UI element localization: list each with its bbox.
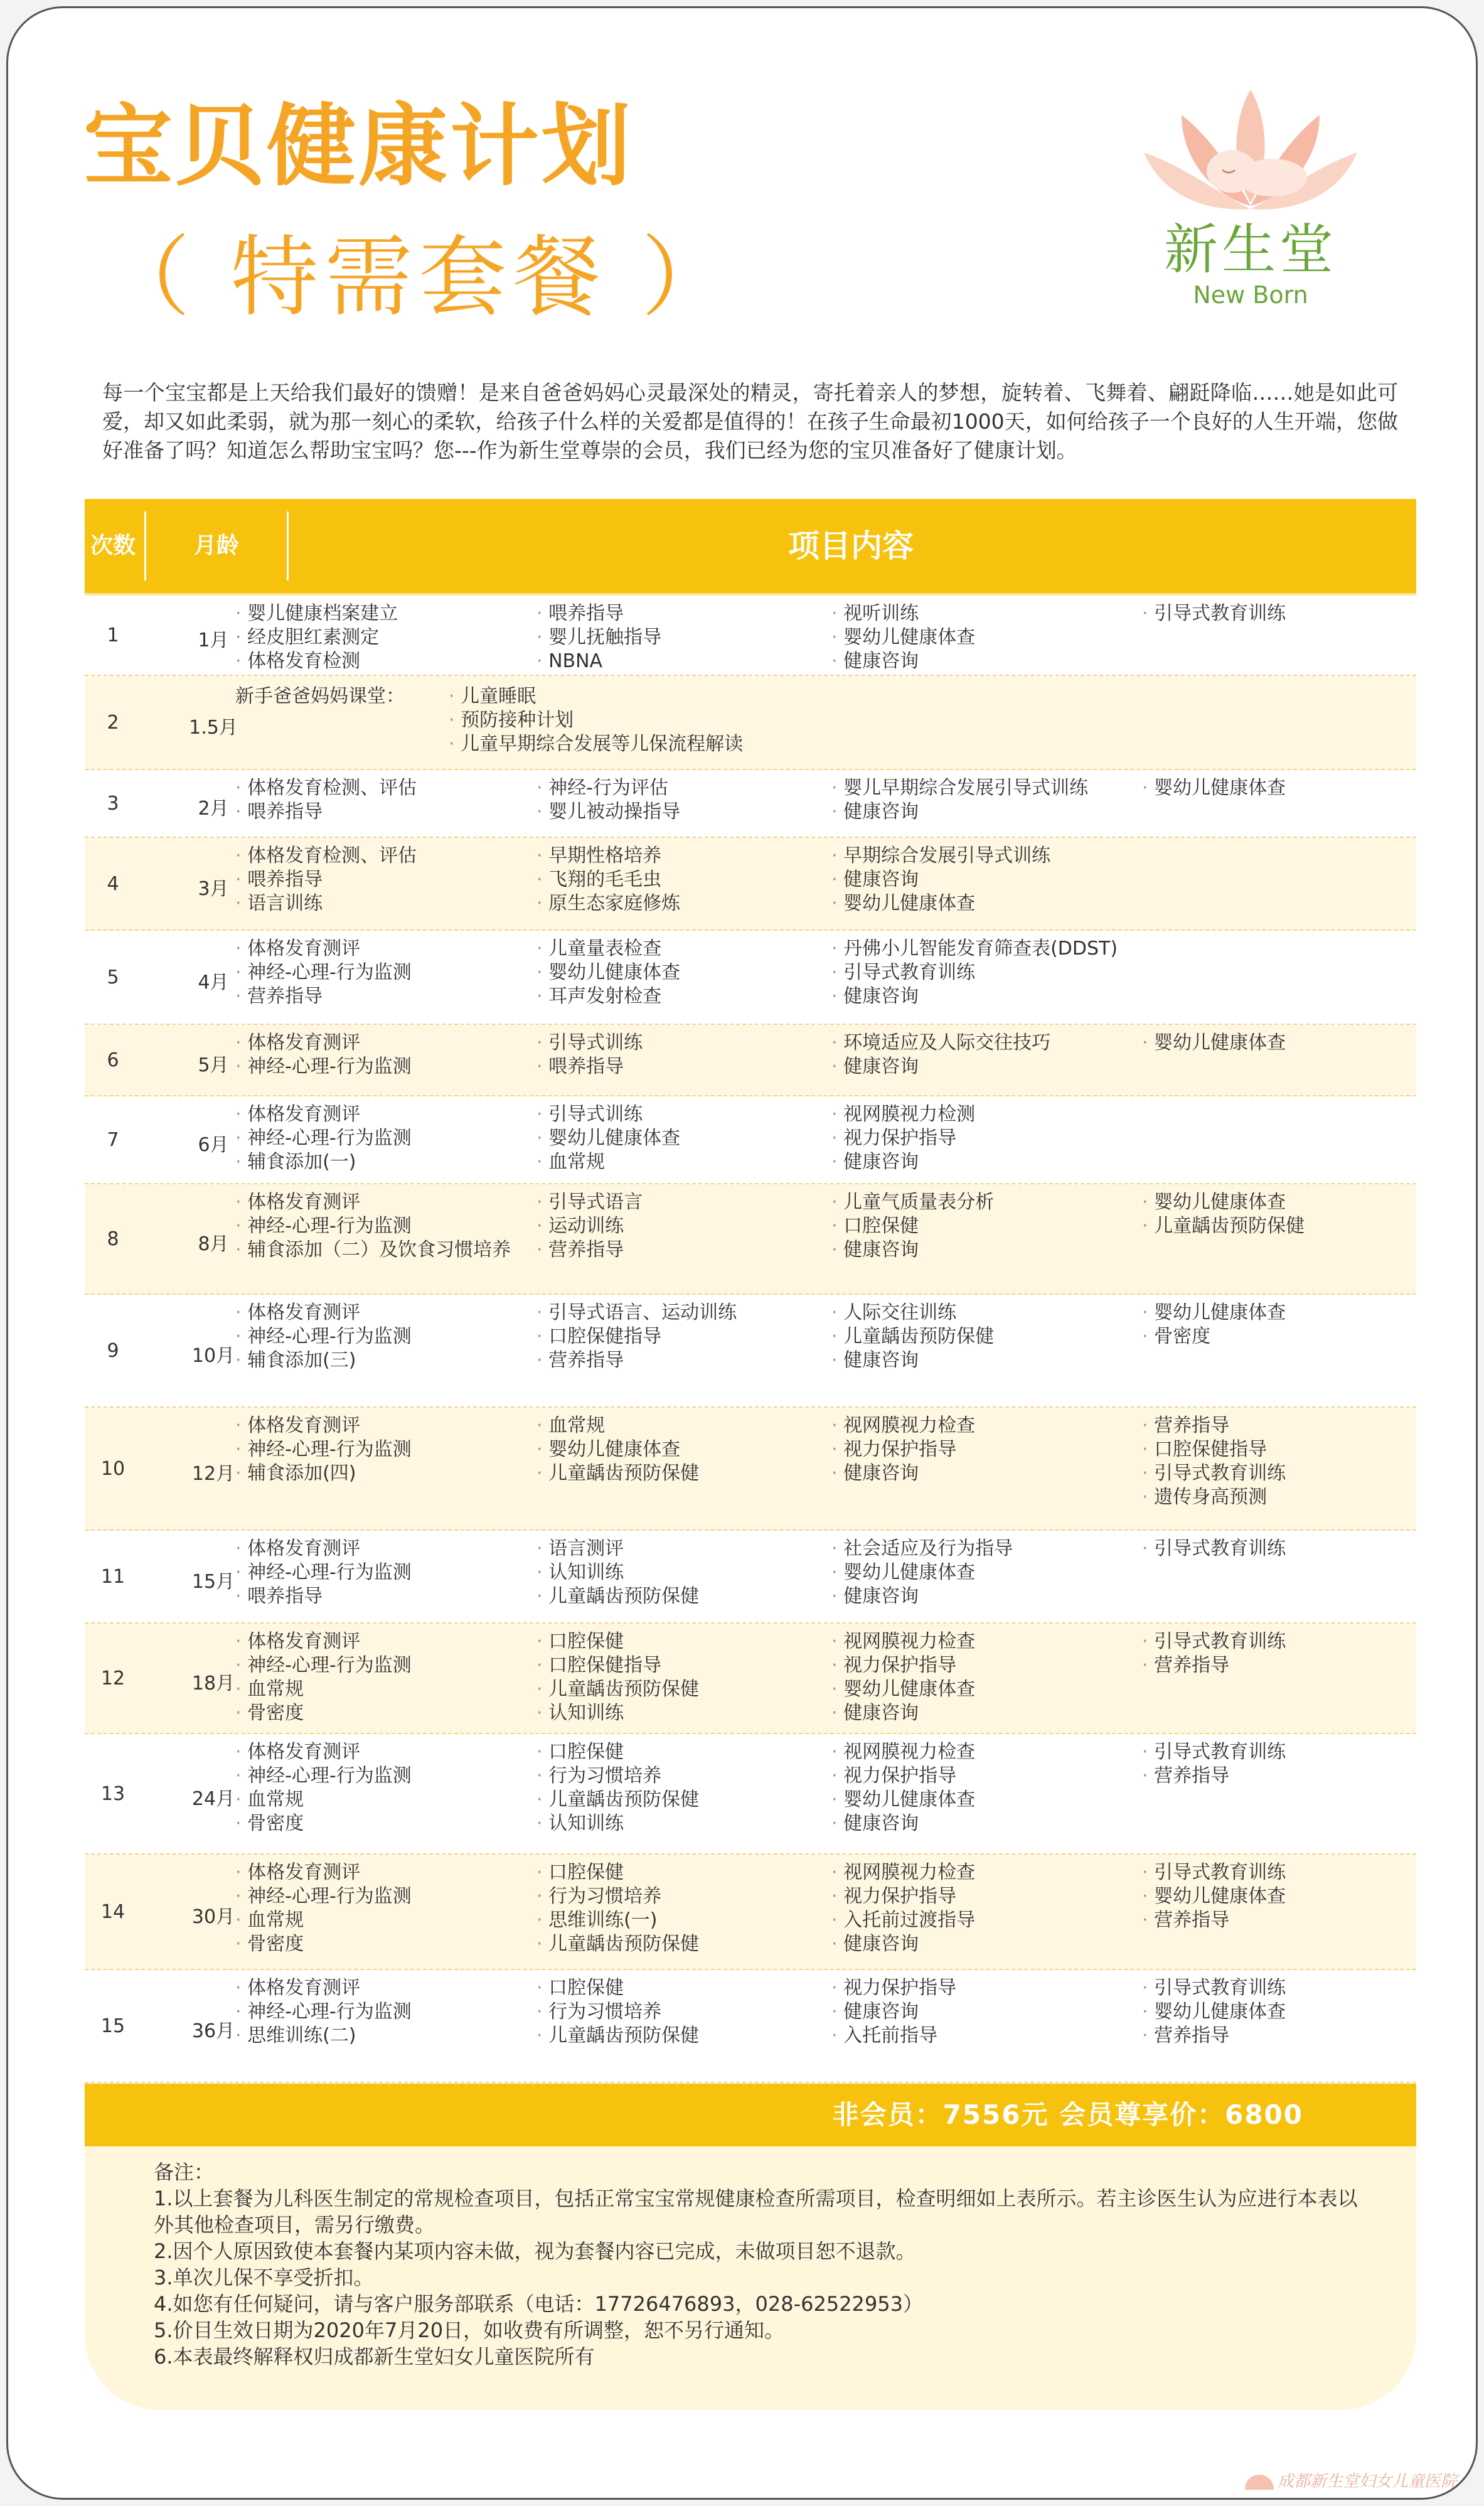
row-items-col-4 xyxy=(1142,1630,1286,1678)
item-text: · 健康咨询 xyxy=(831,650,975,673)
row-items-col-4 xyxy=(1142,1301,1286,1349)
item-text: · 社会适应及行为指导 xyxy=(831,1537,1013,1561)
item-text: · 视网膜视力检查 xyxy=(831,1740,975,1764)
row-items-col-3 xyxy=(831,1191,994,1262)
row-items-col-1 xyxy=(235,1191,511,1262)
row-month: 6月 xyxy=(198,1134,229,1156)
item-text: · 儿童龋齿预防保健 xyxy=(536,1788,699,1812)
item-text: · 神经-心理-行为监测 xyxy=(235,1885,412,1909)
table-row xyxy=(85,838,1416,931)
table-row xyxy=(85,770,1416,838)
item-text: · 视网膜视力检测 xyxy=(831,1103,975,1127)
row-items-col-2 xyxy=(536,602,661,673)
item-text: · 婴幼儿健康体查 xyxy=(536,1438,699,1462)
item-text: · 儿童气质量表分析 xyxy=(831,1191,994,1214)
page-title: 宝贝健康计划 xyxy=(83,95,633,198)
item-text: · 神经-心理-行为监测 xyxy=(235,1654,412,1678)
item-text: · 体格发育测评 xyxy=(235,1103,412,1127)
row-items-col-4 xyxy=(1142,776,1286,800)
item-text: · 营养指导 xyxy=(1142,1654,1286,1678)
row-month: 30月 xyxy=(191,1906,235,1928)
item-text: · 婴幼儿健康体查 xyxy=(831,1561,1013,1585)
row-items-col-1 xyxy=(235,1740,412,1836)
row-items-col-3 xyxy=(831,937,1118,1009)
item-text: · 入托前过渡指导 xyxy=(831,1909,975,1932)
row-items-col-2 xyxy=(536,1191,643,1262)
row-items-col-3 xyxy=(831,844,1050,916)
item-text: · 神经-心理-行为监测 xyxy=(235,1325,412,1349)
item-text: · 引导式教育训练 xyxy=(1142,1861,1286,1885)
row-month: 36月 xyxy=(191,2020,235,2042)
row-items-col-1 xyxy=(235,776,417,824)
row-month: 24月 xyxy=(191,1788,235,1810)
item-text: · 神经-行为评估 xyxy=(536,776,680,800)
header-month-age: 月龄 xyxy=(193,533,239,559)
item-text: · 营养指导 xyxy=(536,1349,737,1373)
row-month: 15月 xyxy=(191,1571,235,1593)
item-text: · 婴儿抚触指导 xyxy=(536,626,661,650)
item-text: · 婴儿被动操指导 xyxy=(536,800,680,824)
item-text: · 儿童睡眠 xyxy=(449,685,743,709)
row-items-col-2 xyxy=(536,937,680,1009)
item-text: · 血常规 xyxy=(536,1150,680,1174)
item-text: · 丹佛小儿智能发育筛查表(DDST) xyxy=(831,937,1118,961)
item-text: · 引导式语言、运动训练 xyxy=(536,1301,737,1325)
item-text: · 引导式教育训练 xyxy=(1142,1976,1286,2000)
item-text: · 体格发育检测、评估 xyxy=(235,844,417,868)
item-text: · 血常规 xyxy=(536,1414,699,1438)
table-row xyxy=(85,1096,1416,1184)
item-text: · 经皮胆红素测定 xyxy=(235,626,398,650)
table-body xyxy=(85,596,1416,2083)
item-text: · 原生态家庭修炼 xyxy=(536,892,680,916)
item-text: · 体格发育测评 xyxy=(235,1630,412,1654)
item-text: · 口腔保健指导 xyxy=(536,1654,699,1678)
item-text: · 健康咨询 xyxy=(831,1150,975,1174)
item-text: · 健康咨询 xyxy=(831,1462,975,1486)
item-text: · 婴儿早期综合发展引导式训练 xyxy=(831,776,1088,800)
row-items-col-4 xyxy=(1142,1861,1286,1932)
item-text: · 儿童龋齿预防保健 xyxy=(536,1678,699,1701)
row-items-col-4 xyxy=(1142,1414,1286,1509)
intro-paragraph: 每一个宝宝都是上天给我们最好的馈赠！是来自爸爸妈妈心灵最深处的精灵，寄托着亲人的梦想，旋转着、飞舞着、翩跹降临……她是如此可爱，却又如此柔弱，就为那一刻心的柔软，给孩子什么样的关爱都是值得的！在孩子生命最初1000天，如何给孩子一个良好的人生开端，您做好准备了吗？知道怎么帮助宝宝吗？您---作为新生堂尊崇的会员，我们已经为您的宝贝准备好了健康计划。 xyxy=(102,380,1398,463)
row-items-col-2 xyxy=(536,1414,699,1486)
table-row xyxy=(85,931,1416,1025)
item-text: · 体格发育测评 xyxy=(235,937,412,961)
row-count: 2 xyxy=(107,712,119,734)
table-row xyxy=(85,1855,1416,1970)
item-text: · 口腔保健指导 xyxy=(536,1325,737,1349)
header-content: 项目内容 xyxy=(788,528,914,564)
row-items-col-3 xyxy=(831,1861,975,1956)
table-row xyxy=(85,596,1416,676)
row-month: 5月 xyxy=(198,1054,229,1076)
item-text: · 环境适应及人际交往技巧 xyxy=(831,1031,1050,1055)
row-items-col-3 xyxy=(831,776,1088,824)
logo xyxy=(1138,77,1364,316)
price-bar xyxy=(85,2084,1416,2146)
row-count: 11 xyxy=(100,1566,125,1588)
item-text: · 引导式教育训练 xyxy=(1142,1537,1286,1561)
row-count: 13 xyxy=(100,1783,125,1805)
logo-english-name: New Born xyxy=(1193,281,1308,309)
item-text: · 健康咨询 xyxy=(831,2000,956,2024)
item-text: · 口腔保健 xyxy=(536,1861,699,1885)
row-items-col-4 xyxy=(1142,1031,1286,1055)
item-text: · 引导式训练 xyxy=(536,1103,680,1127)
item-text: · 体格发育测评 xyxy=(235,1414,412,1438)
row-items-col-2 xyxy=(536,844,680,916)
watermark xyxy=(1245,2468,1457,2492)
row-items-col-4 xyxy=(1142,1537,1286,1561)
row-month: 10月 xyxy=(191,1345,235,1367)
item-text: · 引导式训练 xyxy=(536,1031,643,1055)
item-text: · 口腔保健 xyxy=(536,1976,699,2000)
item-text: · 视网膜视力检查 xyxy=(831,1414,975,1438)
note-item: 4.如您有任何疑问，请与客户服务部联系（电话：17726476893，028-62522953） xyxy=(154,2292,923,2316)
item-text: · 行为习惯培养 xyxy=(536,1885,699,1909)
item-text: · 视力保护指导 xyxy=(831,1976,956,2000)
row-items-col-1 xyxy=(235,1630,412,1725)
page-subtitle: （ 特需套餐 ） xyxy=(102,227,736,329)
row-month: 1.5月 xyxy=(189,717,238,739)
item-text: · 儿童龋齿预防保健 xyxy=(536,2024,699,2048)
item-text: · 婴幼儿健康体查 xyxy=(536,1127,680,1150)
lotus-baby-icon xyxy=(1138,77,1364,228)
row-month: 2月 xyxy=(198,798,229,820)
item-text: · 体格发育测评 xyxy=(235,1031,412,1055)
item-text: · 婴幼儿健康体查 xyxy=(831,1678,975,1701)
item-text: · 婴幼儿健康体查 xyxy=(536,961,680,985)
row-month: 3月 xyxy=(198,878,229,900)
row-items-col-4 xyxy=(1142,1191,1305,1238)
table-row xyxy=(85,676,1416,770)
item-text: · 婴幼儿健康体查 xyxy=(1142,1301,1286,1325)
row-items-col-1 xyxy=(235,937,412,1009)
item-text: · 婴幼儿健康体查 xyxy=(1142,1031,1286,1055)
row-items-col-3 xyxy=(831,1630,975,1725)
row-items-col-2 xyxy=(536,1976,699,2048)
item-text: · 营养指导 xyxy=(1142,1414,1286,1438)
table-row xyxy=(85,1624,1416,1734)
row-count: 8 xyxy=(107,1228,119,1250)
item-text: · 骨密度 xyxy=(235,1701,412,1725)
item-text: · 血常规 xyxy=(235,1788,412,1812)
item-text: · 预防接种计划 xyxy=(449,709,743,732)
table-row xyxy=(85,1734,1416,1855)
item-text: · 健康咨询 xyxy=(831,1585,1013,1609)
item-text: · 引导式语言 xyxy=(536,1191,643,1214)
row-count: 9 xyxy=(107,1340,119,1362)
item-text: · 视网膜视力检查 xyxy=(831,1861,975,1885)
item-text: · 体格发育测评 xyxy=(235,1301,412,1325)
item-text: · 血常规 xyxy=(235,1909,412,1932)
item-text: · 神经-心理-行为监测 xyxy=(235,2000,412,2024)
item-text: · 口腔保健 xyxy=(536,1630,699,1654)
item-text: · 人际交往训练 xyxy=(831,1301,994,1325)
note-item: 3.单次儿保不享受折扣。 xyxy=(154,2266,374,2289)
item-text: · 视听训练 xyxy=(831,602,975,626)
item-text: · 婴幼儿健康体查 xyxy=(1142,776,1286,800)
logo-chinese-name: 新生堂 xyxy=(1164,218,1337,281)
row-items-col-1 xyxy=(235,1031,412,1079)
item-text: · 神经-心理-行为监测 xyxy=(235,1438,412,1462)
item-text: · 语言训练 xyxy=(235,892,417,916)
row-items-col-3 xyxy=(831,1103,975,1174)
item-text: · 婴幼儿健康体查 xyxy=(831,626,975,650)
item-text: · 引导式教育训练 xyxy=(831,961,1118,985)
item-text: · 飞翔的毛毛虫 xyxy=(536,868,680,892)
row-items-col-1 xyxy=(235,844,417,916)
row-items-col-3 xyxy=(831,1976,956,2048)
row-items-col-1 xyxy=(235,1537,412,1609)
row-items-col-2 xyxy=(536,776,680,824)
item-text: · 营养指导 xyxy=(1142,1764,1286,1788)
item-text: · 语言测评 xyxy=(536,1537,699,1561)
item-text: · 口腔保健 xyxy=(831,1214,994,1238)
item-text: · 思维训练(二) xyxy=(235,2024,412,2048)
row-month: 12月 xyxy=(191,1463,235,1485)
item-text: · 营养指导 xyxy=(1142,1909,1286,1932)
item-text: · 思维训练(一) xyxy=(536,1909,699,1932)
row-items-col-1 xyxy=(235,1861,412,1956)
item-text: · 体格发育检测、评估 xyxy=(235,776,417,800)
item-text: · 辅食添加(一) xyxy=(235,1150,412,1174)
item-text: · 喂养指导 xyxy=(235,868,417,892)
item-text: · 行为习惯培养 xyxy=(536,1764,699,1788)
table-row xyxy=(85,1970,1416,2083)
item-text: · 入托前指导 xyxy=(831,2024,956,2048)
row-items-col-1 xyxy=(235,1301,412,1373)
item-text: · 行为习惯培养 xyxy=(536,2000,699,2024)
item-text: · 体格发育测评 xyxy=(235,1861,412,1885)
item-text: · 神经-心理-行为监测 xyxy=(235,1214,511,1238)
item-text: · 辅食添加（二）及饮食习惯培养 xyxy=(235,1238,511,1262)
row-count: 4 xyxy=(107,873,119,895)
item-text: · NBNA xyxy=(536,650,661,673)
row-items-col-3 xyxy=(831,1537,1013,1609)
item-text: · 视力保护指导 xyxy=(831,1885,975,1909)
row-items-col-2 xyxy=(536,1740,699,1836)
row-items-col-2 xyxy=(536,1630,699,1725)
item-text: · 神经-心理-行为监测 xyxy=(235,1561,412,1585)
item-text: · 婴幼儿健康体查 xyxy=(1142,1191,1305,1214)
item-text: · 骨密度 xyxy=(235,1812,412,1836)
row-items-col-4 xyxy=(1142,602,1286,626)
item-text: · 婴幼儿健康体查 xyxy=(831,892,1050,916)
item-text: · 健康咨询 xyxy=(831,868,1050,892)
item-text: · 神经-心理-行为监测 xyxy=(235,1764,412,1788)
row-month: 1月 xyxy=(198,629,229,651)
item-text: · 引导式教育训练 xyxy=(1142,1740,1286,1764)
item-text: · 健康咨询 xyxy=(831,1701,975,1725)
item-text: · 骨密度 xyxy=(235,1932,412,1956)
row-items-col-2 xyxy=(536,1537,699,1609)
row-count: 5 xyxy=(107,967,119,988)
item-text: · 体格发育测评 xyxy=(235,1191,511,1214)
item-text: · 健康咨询 xyxy=(831,1238,994,1262)
item-text: · 口腔保健指导 xyxy=(1142,1438,1286,1462)
item-text: · 儿童龋齿预防保健 xyxy=(536,1932,699,1956)
header-count: 次数 xyxy=(90,533,136,559)
item-text: · 引导式教育训练 xyxy=(1142,602,1286,626)
row-month: 4月 xyxy=(198,972,229,993)
notes-heading: 备注： xyxy=(154,2160,215,2184)
item-text: · 喂养指导 xyxy=(536,602,661,626)
row-count: 10 xyxy=(100,1458,125,1480)
note-item: 6.本表最终解释权归成都新生堂妇女儿童医院所有 xyxy=(154,2345,595,2369)
item-text: · 早期性格培养 xyxy=(536,844,680,868)
row-count: 15 xyxy=(100,2015,125,2037)
table-row xyxy=(85,1295,1416,1408)
item-text: · 儿童早期综合发展等儿保流程解读 xyxy=(449,732,743,756)
item-text: · 视力保护指导 xyxy=(831,1764,975,1788)
item-text: · 神经-心理-行为监测 xyxy=(235,1055,412,1079)
item-text: · 辅食添加(三) xyxy=(235,1349,412,1373)
item-text: · 视力保护指导 xyxy=(831,1127,975,1150)
notes-section xyxy=(85,2146,1416,2410)
table-row xyxy=(85,1184,1416,1295)
watermark-text: 成都新生堂妇女儿童医院 xyxy=(1277,2472,1457,2491)
lotus-watermark-icon xyxy=(1245,2475,1274,2490)
item-text: · 婴幼儿健康体查 xyxy=(831,1788,975,1812)
row-count: 14 xyxy=(100,1901,125,1923)
item-text: · 引导式教育训练 xyxy=(1142,1630,1286,1654)
item-text: · 健康咨询 xyxy=(831,1932,975,1956)
item-text: · 遗传身高预测 xyxy=(1142,1486,1286,1509)
note-item: 1.以上套餐为儿科医生制定的常规检查项目，包括正常宝宝常规健康检查所需项目，检查明细如上表所示。若主诊医生认为应进行本表以外其他检查项目，需另行缴费。 xyxy=(154,2187,1358,2237)
row-items-col-2 xyxy=(536,1861,699,1956)
item-text: · 运动训练 xyxy=(536,1214,643,1238)
table-row xyxy=(85,1408,1416,1531)
notes-list xyxy=(154,2185,1359,2370)
row-label: 新手爸爸妈妈课堂： xyxy=(235,685,405,707)
row-items-col-2 xyxy=(536,1031,643,1079)
row-items-col-4 xyxy=(1142,1740,1286,1788)
row-items-col-3 xyxy=(831,1740,975,1836)
row-items-col-3 xyxy=(831,1031,1050,1079)
item-text: · 体格发育测评 xyxy=(235,1740,412,1764)
row-items xyxy=(449,685,743,756)
table-row xyxy=(85,1531,1416,1624)
item-text: · 儿童龋齿预防保健 xyxy=(1142,1214,1305,1238)
row-count: 6 xyxy=(107,1049,119,1071)
row-items-col-1 xyxy=(235,1103,412,1174)
item-text: · 健康咨询 xyxy=(831,1349,994,1373)
item-text: · 骨密度 xyxy=(1142,1325,1286,1349)
item-text: · 体格发育检测 xyxy=(235,650,398,673)
item-text: · 认知训练 xyxy=(536,1701,699,1725)
item-text: · 体格发育测评 xyxy=(235,1976,412,2000)
row-items-col-1 xyxy=(235,1414,412,1486)
row-items-col-2 xyxy=(536,1301,737,1373)
item-text: · 体格发育测评 xyxy=(235,1537,412,1561)
item-text: · 口腔保健 xyxy=(536,1740,699,1764)
item-text: · 视力保护指导 xyxy=(831,1654,975,1678)
table-row xyxy=(85,1025,1416,1096)
item-text: · 认知训练 xyxy=(536,1561,699,1585)
row-items-col-2 xyxy=(536,1103,680,1174)
plan-table xyxy=(85,499,1416,2083)
item-text: · 视网膜视力检查 xyxy=(831,1630,975,1654)
item-text: · 喂养指导 xyxy=(235,800,417,824)
item-text: · 健康咨询 xyxy=(831,1812,975,1836)
item-text: · 婴幼儿健康体查 xyxy=(1142,2000,1286,2024)
row-items-col-1 xyxy=(235,602,398,673)
row-items-col-1 xyxy=(235,1976,412,2048)
item-text: · 婴幼儿健康体查 xyxy=(1142,1885,1286,1909)
item-text: · 婴儿健康档案建立 xyxy=(235,602,398,626)
item-text: · 辅食添加(四) xyxy=(235,1462,412,1486)
item-text: · 神经-心理-行为监测 xyxy=(235,1127,412,1150)
page-card xyxy=(6,6,1478,2500)
row-month: 8月 xyxy=(198,1233,229,1255)
item-text: · 儿童量表检查 xyxy=(536,937,680,961)
row-count: 12 xyxy=(100,1668,125,1689)
item-text: · 儿童龋齿预防保健 xyxy=(536,1462,699,1486)
item-text: · 喂养指导 xyxy=(536,1055,643,1079)
item-text: · 儿童龋齿预防保健 xyxy=(831,1325,994,1349)
row-items-col-3 xyxy=(831,1414,975,1486)
item-text: · 视力保护指导 xyxy=(831,1438,975,1462)
item-text: · 营养指导 xyxy=(536,1238,643,1262)
item-text: · 认知训练 xyxy=(536,1812,699,1836)
item-text: · 健康咨询 xyxy=(831,1055,1050,1079)
note-item: 2.因个人原因致使本套餐内某项内容未做，视为套餐内容已完成，未做项目恕不退款。 xyxy=(154,2239,916,2263)
item-text: · 营养指导 xyxy=(235,985,412,1009)
item-text: · 引导式教育训练 xyxy=(1142,1462,1286,1486)
item-text: · 儿童龋齿预防保健 xyxy=(536,1585,699,1609)
item-text: · 喂养指导 xyxy=(235,1585,412,1609)
row-count: 3 xyxy=(107,793,119,815)
item-text: · 神经-心理-行为监测 xyxy=(235,961,412,985)
row-month: 18月 xyxy=(191,1673,235,1695)
note-item: 5.价目生效日期为2020年7月20日，如收费有所调整，恕不另行通知。 xyxy=(154,2318,785,2342)
row-count: 7 xyxy=(107,1129,119,1151)
row-items-col-3 xyxy=(831,1301,994,1373)
item-text: · 健康咨询 xyxy=(831,800,1088,824)
price-text: 非会员：7556元 会员尊享价：6800 xyxy=(832,2099,1303,2130)
table-header xyxy=(85,499,1416,593)
item-text: · 早期综合发展引导式训练 xyxy=(831,844,1050,868)
row-count: 1 xyxy=(107,624,119,646)
item-text: · 营养指导 xyxy=(1142,2024,1286,2048)
item-text: · 耳声发射检查 xyxy=(536,985,680,1009)
row-items-col-4 xyxy=(1142,1976,1286,2048)
row-items-col-3 xyxy=(831,602,975,673)
item-text: · 健康咨询 xyxy=(831,985,1118,1009)
item-text: · 血常规 xyxy=(235,1678,412,1701)
